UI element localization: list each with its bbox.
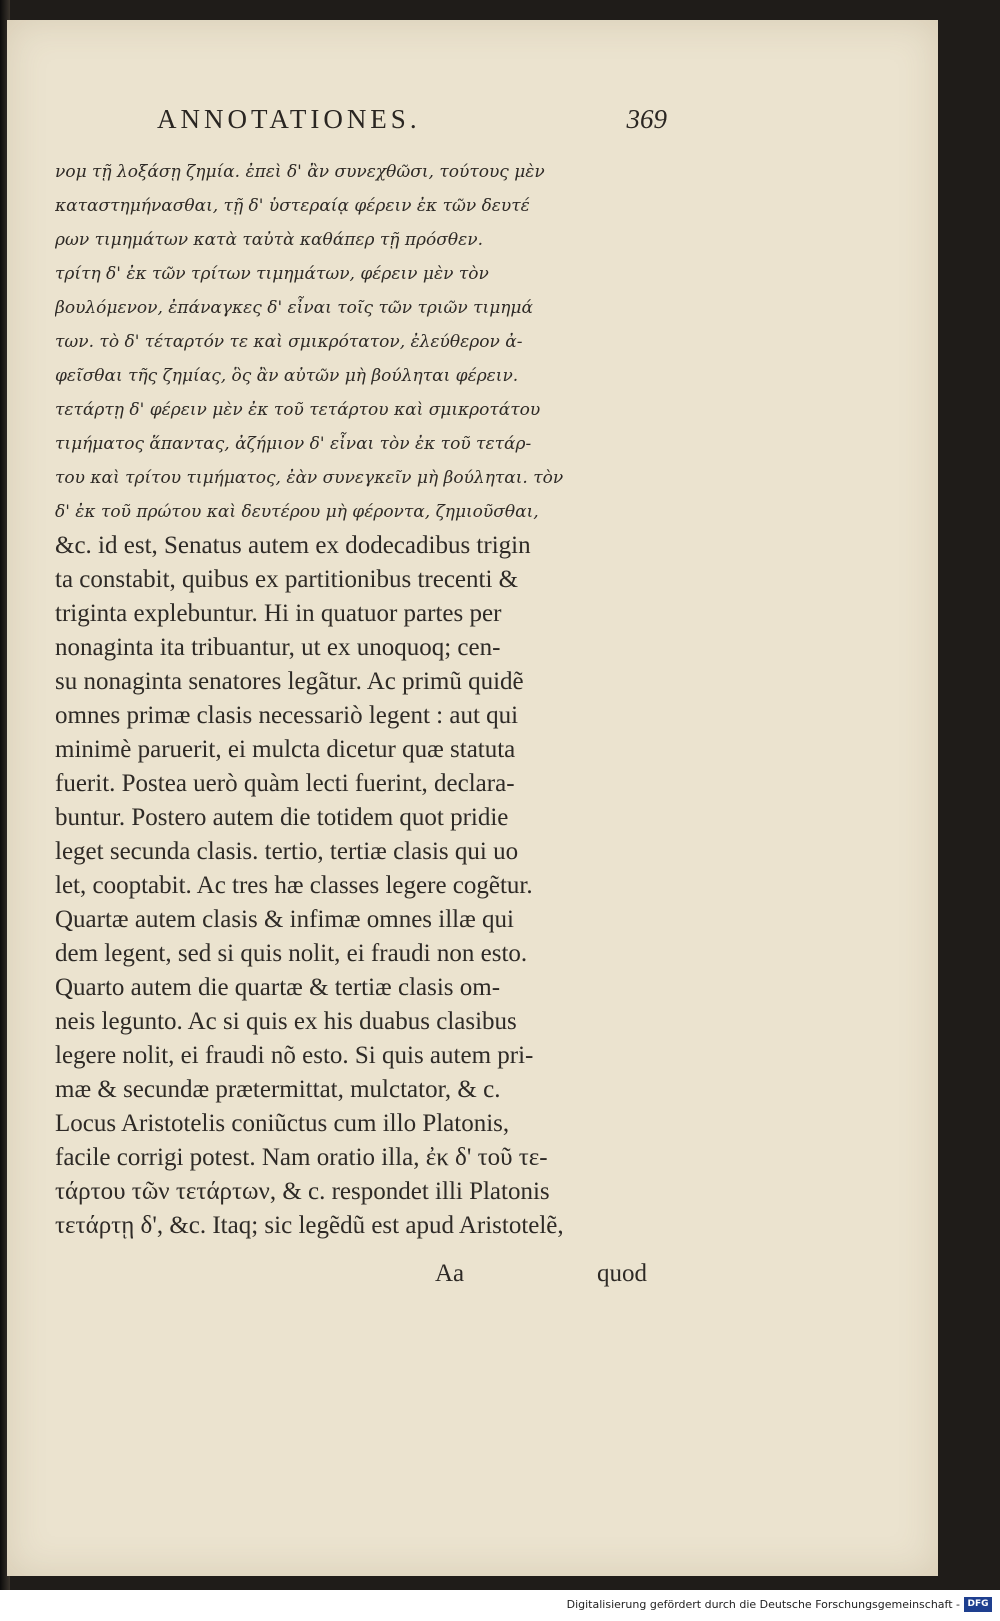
running-title: ANNOTATIONES. xyxy=(157,104,421,134)
greek-line: τιμήματος ἅπαντας, ἀζήμιον δ' εἶναι τὸν ἐκ τοῦ τετάρ- xyxy=(55,434,532,454)
greek-line: δ' ἐκ τοῦ πρώτου καὶ δευτέρου μὴ φέροντα, ζημιοῦσθαι, xyxy=(55,502,539,522)
latin-line: τάρτου τῶν τετάρτων, & c. respondet illi Platonis xyxy=(55,1178,550,1205)
latin-line: facile corrigi potest. Nam oratio illa, ἐκ δ' τοῦ τε- xyxy=(55,1144,548,1171)
signature-mark: Aa xyxy=(435,1260,465,1287)
latin-line: omnes primæ clasis necessariò legent : aut qui xyxy=(55,702,519,729)
latin-line: leget secunda clasis. tertio, tertiæ clasis qui uo xyxy=(55,838,519,865)
greek-line: των. τὸ δ' τέταρτόν τε καὶ σμικρότατον, ἐλεύθερον ἀ- xyxy=(55,332,523,352)
greek-line: νομ τῇ λοξάσῃ ζημία. ἐπεὶ δ' ἂν συνεχθῶσι, τούτους μὲν xyxy=(55,162,545,182)
running-head xyxy=(147,104,667,144)
greek-line: καταστημήνασθαι, τῇ δ' ὑστεραίᾳ φέρειν ἐκ τῶν δευτέ xyxy=(55,196,530,216)
latin-line: dem legent, sed si quis nolit, ei fraudi non esto. xyxy=(55,940,528,967)
latin-line: ta constabit, quibus ex partitionibus trecenti & xyxy=(55,566,519,593)
latin-line: &c. id est, Senatus autem ex dodecadibus trigin xyxy=(55,532,531,559)
latin-line: let, cooptabit. Ac tres hæ classes legere cogẽtur. xyxy=(55,872,533,899)
latin-line: τετάρτῃ δ', &c. Itaq; sic legẽdũ est apud Aristotelẽ, xyxy=(55,1212,564,1239)
footer-bar xyxy=(0,1590,1000,1621)
dfg-logo-icon: DFG xyxy=(964,1597,992,1612)
catchline xyxy=(55,1257,655,1291)
catchword: quod xyxy=(597,1260,647,1287)
latin-line: su nonaginta senatores legãtur. Ac primũ quidẽ xyxy=(55,668,524,695)
greek-line: τρίτη δ' ἐκ τῶν τρίτων τιμημάτων, φέρειν μὲν τὸν xyxy=(55,264,489,284)
page-number: 369 xyxy=(626,104,667,134)
latin-line: Quartæ autem clasis & infimæ omnes illæ qui xyxy=(55,906,514,933)
latin-line: Quarto autem die quartæ & tertiæ clasis om- xyxy=(55,974,501,1001)
latin-line: triginta explebuntur. Hi in quatuor partes per xyxy=(55,600,502,627)
book-page xyxy=(7,20,938,1576)
greek-line: φεῖσθαι τῆς ζημίας, ὃς ἂν αὐτῶν μὴ βούληται φέρειν. xyxy=(55,366,519,386)
funding-credit: Digitalisierung gefördert durch die Deutsche Forschungsgemeinschaft - xyxy=(566,1598,960,1611)
greek-line: ρων τιμημάτων κατὰ ταὐτὰ καθάπερ τῇ πρόσθεν. xyxy=(55,230,483,250)
latin-line: nonaginta ita tribuantur, ut ex unoquoq; cen- xyxy=(55,634,501,661)
latin-line: buntur. Postero autem die totidem quot pridie xyxy=(55,804,509,831)
latin-line: fuerit. Postea uerò quàm lecti fuerint, declara- xyxy=(55,770,515,797)
latin-line: minimè paruerit, ei mulcta dicetur quæ statuta xyxy=(55,736,516,763)
greek-line: βουλόμενον, ἐπάναγκες δ' εἶναι τοῖς τῶν τριῶν τιμημά xyxy=(55,298,533,318)
greek-line: του καὶ τρίτου τιμήματος, ἐὰν συνεγκεῖν μὴ βούληται. τὸν xyxy=(55,468,564,488)
text-block xyxy=(55,155,655,1243)
greek-line: τετάρτῃ δ' φέρειν μὲν ἐκ τοῦ τετάρτου καὶ σμικροτάτου xyxy=(55,400,541,420)
latin-line: mæ & secundæ prætermittat, mulctator, & c. xyxy=(55,1076,501,1103)
latin-line: legere nolit, ei fraudi nõ esto. Si quis autem pri- xyxy=(55,1042,534,1069)
latin-line: neis legunto. Ac si quis ex his duabus clasibus xyxy=(55,1008,517,1035)
latin-line: Locus Aristotelis coniũctus cum illo Platonis, xyxy=(55,1110,510,1137)
